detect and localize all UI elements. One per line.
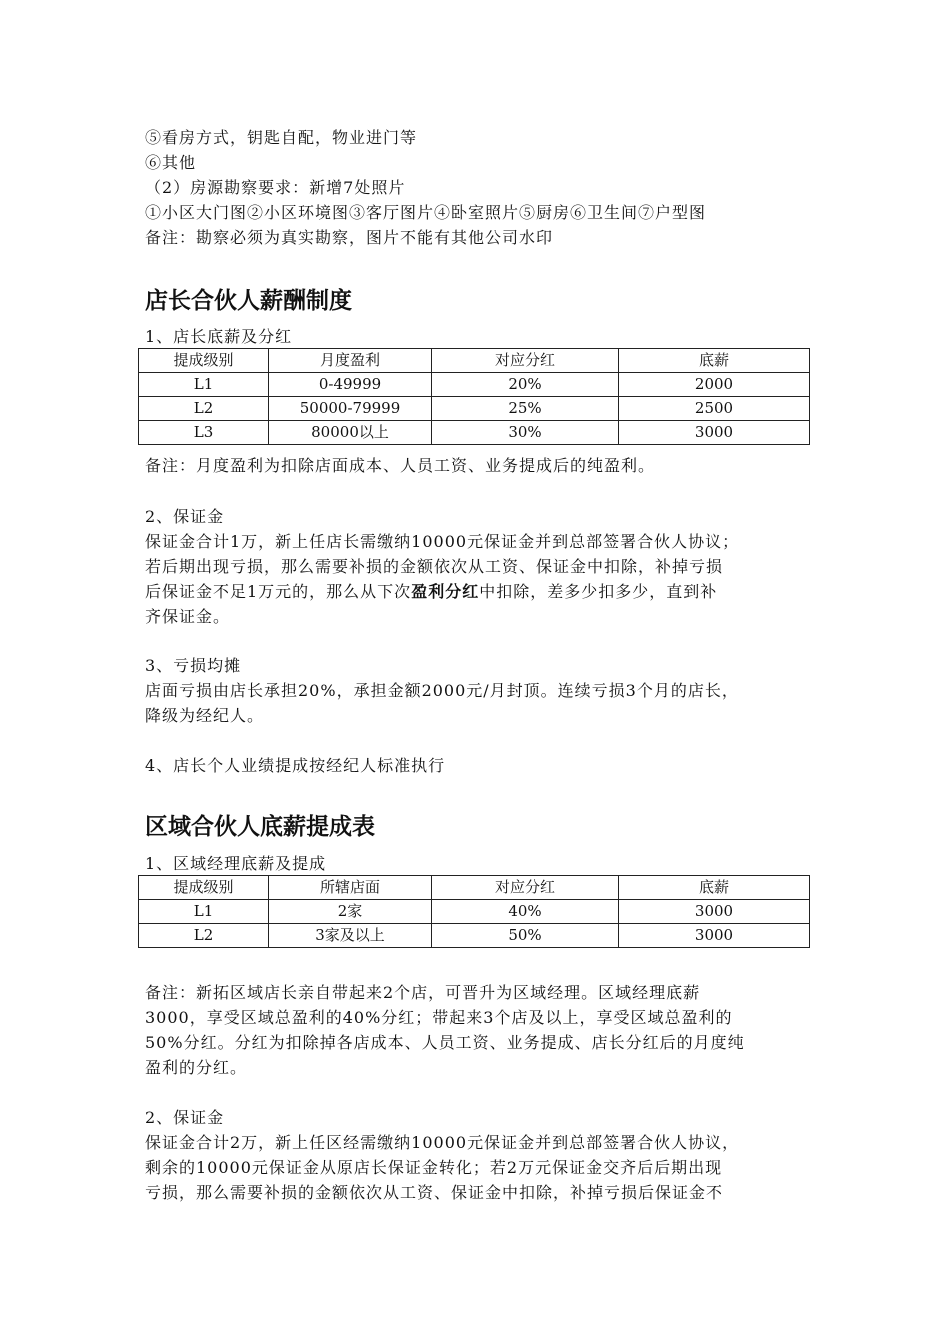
table-cell: 2500 bbox=[619, 397, 810, 421]
table-row bbox=[139, 373, 810, 397]
table-cell: 50000-79999 bbox=[269, 397, 432, 421]
table-cell: 3000 bbox=[619, 421, 810, 445]
loss-para-line-1: 店面亏损由店长承担20%，承担金额2000元/月封顶。连续亏损3个月的店长， bbox=[145, 681, 739, 700]
table-row bbox=[139, 900, 810, 924]
table-cell: 3000 bbox=[619, 900, 810, 924]
table-header-cell: 对应分红 bbox=[432, 876, 619, 900]
intro-line-4: ①小区大门图②小区环境图③客厅图片④卧室照片⑤厨房⑥卫生间⑦户型图 bbox=[145, 203, 707, 222]
deposit-text-c: 中扣除，差多少扣多少，直到补 bbox=[479, 582, 718, 601]
section2-title: 区域合伙人底薪提成表 bbox=[145, 814, 375, 840]
table-header-cell: 底薪 bbox=[619, 349, 810, 373]
section1-sub2: 2、保证金 bbox=[145, 507, 225, 526]
section2-sub2: 2、保证金 bbox=[145, 1108, 225, 1127]
section1-title: 店长合伙人薪酬制度 bbox=[145, 288, 352, 314]
table-cell: 3000 bbox=[619, 924, 810, 948]
table-header-row bbox=[139, 349, 810, 373]
section1-sub1: 1、店长底薪及分红 bbox=[145, 327, 293, 346]
region-note-line-3: 50%分红。分红为扣除掉各店成本、人员工资、业务提成、店长分红后的月度纯 bbox=[145, 1033, 745, 1052]
table-header-row bbox=[139, 876, 810, 900]
table-header-cell: 所辖店面 bbox=[269, 876, 432, 900]
intro-line-5: 备注：勘察必须为真实勘察，图片不能有其他公司水印 bbox=[145, 228, 554, 247]
deposit-para-line-1: 保证金合计1万，新上任店长需缴纳10000元保证金并到总部签署合伙人协议； bbox=[145, 532, 740, 551]
deposit-para-line-4: 齐保证金。 bbox=[145, 607, 231, 626]
table-header-cell: 对应分红 bbox=[432, 349, 619, 373]
intro-line-3: （2）房源勘察要求：新增7处照片 bbox=[145, 178, 406, 197]
table-cell: 40% bbox=[432, 900, 619, 924]
table-cell: 2000 bbox=[619, 373, 810, 397]
table-cell: L1 bbox=[139, 373, 269, 397]
region-note-line-1: 备注：新拓区域店长亲自带起来2个店，可晋升为区域经理。区域经理底薪 bbox=[145, 983, 701, 1002]
region-note-line-4: 盈利的分红。 bbox=[145, 1058, 248, 1077]
region-deposit-line-1: 保证金合计2万，新上任区经需缴纳10000元保证金并到总部签署合伙人协议， bbox=[145, 1133, 740, 1152]
profit-dividend-emphasis: 盈利分红 bbox=[411, 582, 480, 601]
section2-sub1: 1、区域经理底薪及提成 bbox=[145, 854, 327, 873]
table-cell: L1 bbox=[139, 900, 269, 924]
table-row bbox=[139, 397, 810, 421]
table-row bbox=[139, 924, 810, 948]
intro-line-1: ⑤看房方式，钥匙自配，物业进门等 bbox=[145, 128, 418, 147]
table-cell: L2 bbox=[139, 397, 269, 421]
table-header-cell: 底薪 bbox=[619, 876, 810, 900]
store-manager-table bbox=[138, 348, 810, 445]
region-deposit-line-2: 剩余的10000元保证金从原店长保证金转化；若2万元保证金交齐后后期出现 bbox=[145, 1158, 723, 1177]
section1-sub4: 4、店长个人业绩提成按经纪人标准执行 bbox=[145, 756, 446, 775]
table-header-cell: 提成级别 bbox=[139, 349, 269, 373]
table-cell: L3 bbox=[139, 421, 269, 445]
region-note-line-2: 3000，享受区域总盈利的40%分红；带起来3个店及以上，享受区域总盈利的 bbox=[145, 1008, 733, 1027]
table-row bbox=[139, 421, 810, 445]
table-cell: 2家 bbox=[269, 900, 432, 924]
loss-para-line-2: 降级为经纪人。 bbox=[145, 706, 265, 725]
deposit-text-a: 后保证金不足1万元的，那么从下次 bbox=[145, 582, 412, 601]
table-header-cell: 月度盈利 bbox=[269, 349, 432, 373]
table-cell: 20% bbox=[432, 373, 619, 397]
table-header-cell: 提成级别 bbox=[139, 876, 269, 900]
deposit-para-line-2: 若后期出现亏损，那么需要补损的金额依次从工资、保证金中扣除，补掉亏损 bbox=[145, 557, 724, 576]
section1-note: 备注：月度盈利为扣除店面成本、人员工资、业务提成后的纯盈利。 bbox=[145, 456, 656, 475]
region-deposit-line-3: 亏损，那么需要补损的金额依次从工资、保证金中扣除，补掉亏损后保证金不 bbox=[145, 1183, 724, 1202]
intro-line-2: ⑥其他 bbox=[145, 153, 197, 172]
section1-sub3: 3、亏损均摊 bbox=[145, 656, 242, 675]
region-manager-table bbox=[138, 875, 810, 948]
deposit-para-line-3 bbox=[145, 580, 717, 604]
table-cell: L2 bbox=[139, 924, 269, 948]
table-cell: 3家及以上 bbox=[269, 924, 432, 948]
table-cell: 50% bbox=[432, 924, 619, 948]
table-cell: 25% bbox=[432, 397, 619, 421]
table-cell: 0-49999 bbox=[269, 373, 432, 397]
table-cell: 80000以上 bbox=[269, 421, 432, 445]
table-cell: 30% bbox=[432, 421, 619, 445]
